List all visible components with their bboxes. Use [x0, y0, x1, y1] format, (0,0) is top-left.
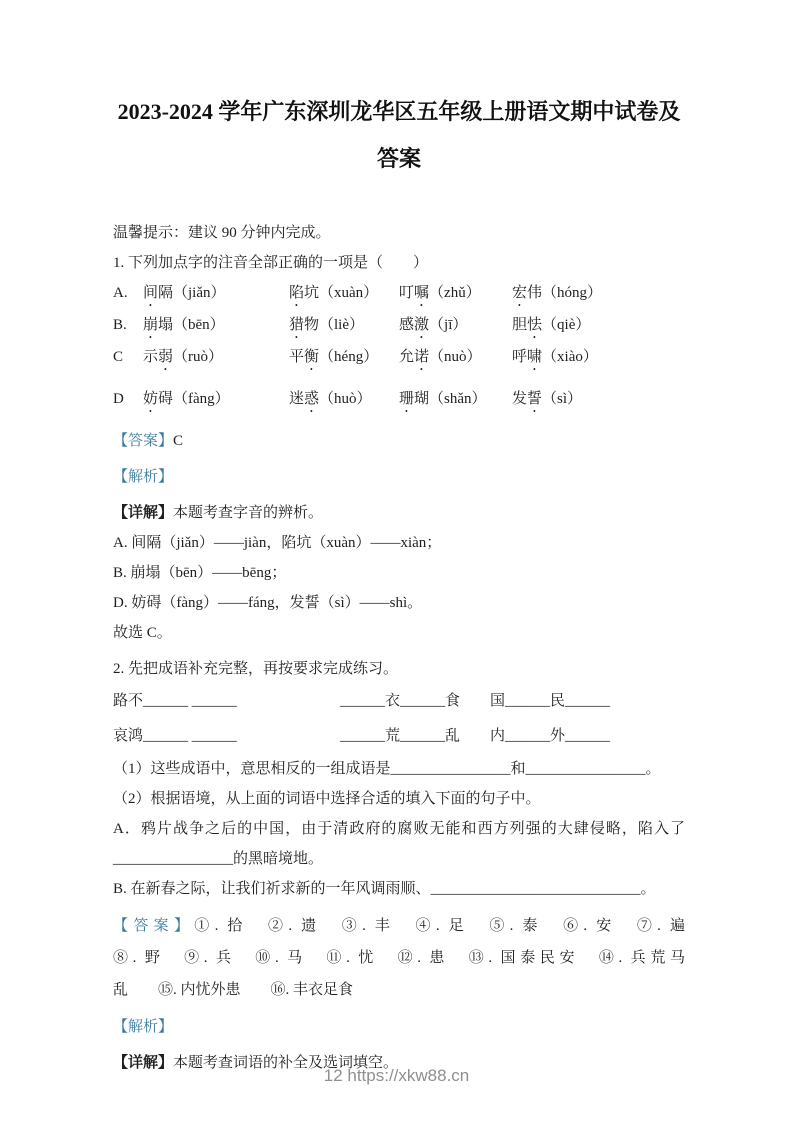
idiom-blank: ______衣______食 [340, 693, 461, 709]
word-item [399, 310, 512, 342]
dotted-char: 陷 [289, 285, 305, 301]
word-item [289, 278, 399, 310]
dotted-char: 珊 [399, 391, 415, 407]
word-pre: 呼 [512, 349, 528, 365]
option-letter: B. [113, 317, 127, 333]
word-item [143, 384, 289, 416]
word-rest: 瑚（shǎn） [414, 391, 487, 407]
q2-answer-line-3: 乱 ⑮. 内忧外患 ⑯. 丰衣足食 [113, 982, 354, 998]
dotted-char: 衡 [304, 349, 320, 365]
q2-blank-row-2 [113, 719, 685, 754]
q1-option-a [113, 278, 685, 310]
q2-answer-line-1 [113, 910, 685, 942]
word-rest: （héng） [319, 349, 379, 365]
word-rest: 塌（bēn） [158, 317, 225, 333]
word-rest: （xiào） [542, 349, 598, 365]
word-rest: （ruò） [173, 349, 224, 365]
word-item [512, 342, 598, 374]
dotted-char: 誓 [527, 391, 543, 407]
dotted-char: 宏 [512, 285, 528, 301]
q1-option-c [113, 342, 685, 374]
q1-answer-line [113, 426, 685, 456]
word-rest: 物（liè） [304, 317, 365, 333]
word-item [289, 384, 399, 416]
dotted-char: 嘱 [414, 285, 430, 301]
dotted-char: 妨 [143, 391, 159, 407]
page-title [113, 88, 685, 182]
page-footer: 12 https://xkw88.cn [323, 1066, 470, 1085]
word-rest: （zhǔ） [429, 285, 481, 301]
dotted-char: 激 [414, 317, 430, 333]
word-item [143, 278, 289, 310]
title-line-1: 2023-2024 学年广东深圳龙华区五年级上册语文期中试卷及 [117, 99, 681, 124]
word-rest: 隔（jiǎn） [158, 285, 226, 301]
word-item [143, 342, 289, 374]
word-pre: 感 [399, 317, 415, 333]
word-item [399, 384, 512, 416]
dotted-char: 惑 [304, 391, 320, 407]
option-letter: A. [113, 285, 128, 301]
word-rest: 碍（fàng） [158, 391, 230, 407]
word-pre: 平 [289, 349, 305, 365]
word-rest: （huò） [319, 391, 372, 407]
q1-detail-line [113, 498, 685, 528]
q1-conclusion: 故选 C。 [113, 625, 172, 641]
dotted-char: 诺 [414, 349, 430, 365]
word-rest: 伟（hóng） [527, 285, 603, 301]
dotted-char: 间 [143, 285, 159, 301]
q2-stem: 2. 先把成语补充完整，再按要求完成练习。 [113, 661, 399, 677]
q1-explain-b: B. 崩塌（bēn）——bēng； [113, 565, 287, 581]
q2-sentence-a-line1: A．鸦片战争之后的中国，由于清政府的腐败无能和西方列强的大肆侵略，陷入了 [113, 821, 685, 837]
word-item [289, 310, 399, 342]
idiom-blank: ______荒______乱 [340, 728, 461, 744]
word-item [399, 278, 512, 310]
word-item [512, 310, 590, 342]
answer-label: 【答案】 [113, 918, 195, 934]
dotted-char: 猎 [289, 317, 305, 333]
q1-option-b [113, 310, 685, 342]
q1-analysis-label-line [113, 462, 685, 492]
word-pre: 迷 [289, 391, 305, 407]
q1-explain-a: A. 间隔（jiǎn）——jiàn，陷坑（xuàn）——xiàn； [113, 535, 442, 551]
answer-value: C [173, 433, 184, 449]
word-item [512, 278, 602, 310]
detail-text: 本题考查字音的辨析。 [173, 505, 324, 521]
word-rest: （nuò） [429, 349, 482, 365]
option-letter: C [113, 349, 124, 365]
q2-sentence-a-line2: ________________的黑暗境地。 [113, 851, 324, 867]
detail-label: 【详解】 [113, 505, 174, 521]
answer-tokens: ①. 拾 ②. 遗 ③. 丰 ④. 足 ⑤. 泰 ⑥. 安 ⑦. 遍 [194, 918, 685, 934]
idiom-blank: 内______外______ [490, 728, 611, 744]
q1-explain-d: D. 妨碍（fàng）——fáng，发誓（sì）——shì。 [113, 595, 423, 611]
word-rest: （qiè） [542, 317, 591, 333]
dotted-char: 啸 [527, 349, 543, 365]
word-item [399, 342, 512, 374]
analysis-label: 【解析】 [113, 1019, 174, 1035]
detail-text: 本题考查词语的补全及选词填空。 [173, 1055, 399, 1071]
word-pre: 允 [399, 349, 415, 365]
word-rest: （jī） [429, 317, 468, 333]
word-pre: 叮 [399, 285, 415, 301]
q2-blank-row-1 [113, 684, 685, 719]
q2-sub2: （2）根据语境，从上面的词语中选择合适的填入下面的句子中。 [113, 791, 541, 807]
word-rest: （sì） [542, 391, 583, 407]
dotted-char: 怯 [527, 317, 543, 333]
title-line-2: 答案 [376, 146, 421, 171]
answer-label: 【答案】 [113, 433, 174, 449]
word-pre: 示 [143, 349, 159, 365]
q2-sub1: （1）这些成语中，意思相反的一组成语是________________和________________。 [113, 761, 661, 777]
word-rest: 坑（xuàn） [304, 285, 379, 301]
detail-label: 【详解】 [113, 1055, 174, 1071]
word-item [512, 384, 582, 416]
analysis-label: 【解析】 [113, 469, 174, 485]
word-item [289, 342, 399, 374]
word-item [143, 310, 289, 342]
q2-analysis-label-line [113, 1012, 685, 1042]
dotted-char: 崩 [143, 317, 159, 333]
q2-answer-line-2: ⑧. 野 ⑨. 兵 ⑩. 马 ⑪. 忧 ⑫. 患 ⑬. 国泰民安 ⑭. 兵荒马 [113, 950, 685, 966]
option-letter: D [113, 391, 124, 407]
word-pre: 发 [512, 391, 528, 407]
exam-notice: 温馨提示：建议 90 分钟内完成。 [113, 225, 331, 241]
idiom-blank: 路不______ ______ [113, 693, 237, 709]
q2-sentence-b: B. 在新春之际，让我们祈求新的一年风调雨顺、____________________________。 [113, 881, 656, 897]
q1-option-d [113, 384, 685, 416]
q1-stem: 1. 下列加点字的注音全部正确的一项是（ ） [113, 255, 429, 271]
word-pre: 胆 [512, 317, 528, 333]
idiom-blank: 国______民______ [490, 693, 611, 709]
dotted-char: 弱 [158, 349, 174, 365]
idiom-blank: 哀鸿______ ______ [113, 728, 237, 744]
